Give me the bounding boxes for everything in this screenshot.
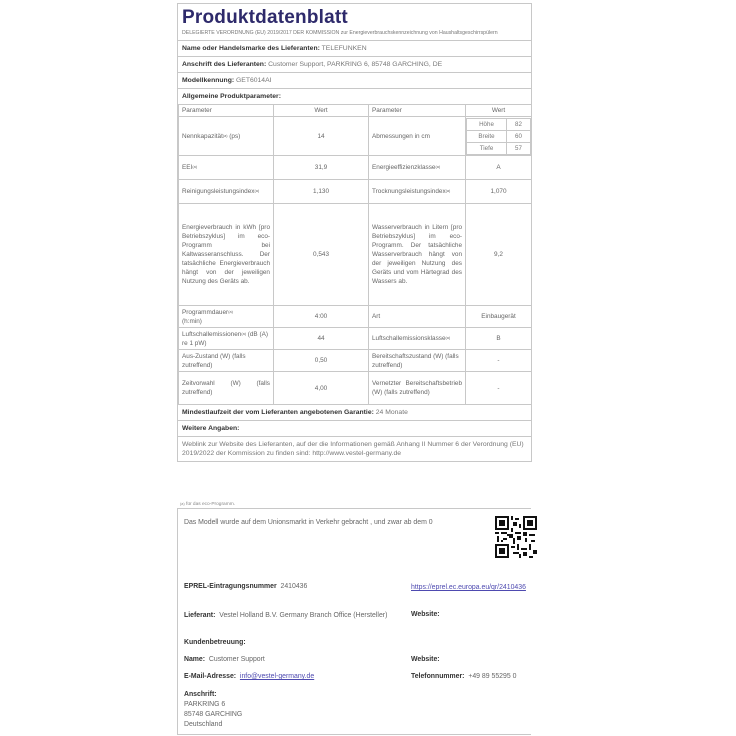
- header-value: Wert: [274, 105, 369, 117]
- email-link[interactable]: info@vestel-germany.de: [239, 673, 315, 680]
- email-row: E-Mail-Adresse: info@vestel-germany.de: [184, 673, 315, 680]
- table-row: Programmdauer$^{(a)}$ (h:min) 4:00 Art Einbaugerät: [179, 306, 532, 328]
- header-parameter-2: Parameter: [369, 105, 466, 117]
- product-data-sheet: [177, 3, 532, 462]
- eprel-number-row: EPREL-Eintragungsnummer 2410436: [184, 583, 308, 590]
- supplier-website-label: Website:: [411, 611, 440, 618]
- parameters-table: [178, 104, 532, 405]
- customer-service-label: Kundenbetreuung:: [184, 639, 246, 646]
- table-row: Reinigungsleistungsindex$^{(a)}$ 1,130 Trocknungsleistungsindex$^{(a)}$ 1,070: [179, 180, 532, 204]
- page-title: Produktdatenblatt: [182, 7, 348, 28]
- warranty-value: 24 Monate: [375, 409, 408, 416]
- market-text: Das Modell wurde auf dem Unionsmarkt in Verkehr gebracht , und zwar ab dem 0: [184, 519, 433, 526]
- more-info-text: Weblink zur Website des Lieferanten, auf der die Informationen gemäß Anhang II Nummer 6 der Verordnung (EU) 2019/2022 der Kommission zu finden sind: http://www.vestel-germany.de: [178, 436, 531, 461]
- supplier-address-value: Customer Support, PARKRING 6, 85748 GARCHING, DE: [268, 61, 443, 68]
- supplier-address-row: [178, 56, 531, 72]
- model-row: [178, 72, 531, 88]
- regulation-subtitle: DELEGIERTE VERORDNUNG (EU) 2019/2017 DER KOMMISSION zur Energieverbrauchskennzeichnung von Haushaltsgeschirrspülern: [182, 30, 498, 36]
- table-row: Zeitvorwahl (W) (falls zutreffend) 4,00 Vernetzter Bereitschaftsbetrieb (W) (falls zutreffend) -: [179, 372, 532, 405]
- supplier-row: Lieferant: Vestel Holland B.V. Germany Branch Office (Hersteller): [184, 612, 388, 619]
- table-row: Energieverbrauch in kWh [pro Betriebszyklus] im eco-Programm bei Kaltwasseranschluss. Der tatsächliche Energieverbrauch hängt von der jeweiligen Nutzung des Geräts ab. 0,543 Wasserverbrauch in Litern [pro Betriebszyklus] im eco-Programm. Der tatsächliche Wasserverbrauch hängt von der jeweiligen Nutzung des Geräts und vom Härtegrad des Wassers ab. 9,2: [179, 204, 532, 306]
- footnote: $^{(a)}$ für das eco-Programm.: [180, 502, 236, 507]
- supplier-name-value: TELEFUNKEN: [321, 45, 367, 52]
- table-row: Aus-Zustand (W) (falls zutreffend) 0,50 Bereitschaftszustand (W) (falls zutreffend) -: [179, 350, 532, 372]
- general-params-label: Allgemeine Produktparameter:: [182, 93, 281, 100]
- table-row: Luftschallemissionen$^{(a)}$ (dB (A) re 1 pW) 44 Luftschallemissionsklasse$^{(a)}$ B: [179, 328, 532, 350]
- supplier-name-label: Name oder Handelsmarke des Lieferanten:: [182, 45, 320, 52]
- more-info-row: [178, 420, 531, 436]
- model-label: Modellkennung:: [182, 77, 235, 84]
- table-row: EEI$^{(a)}$ 31,9 Energieeffizienzklasse$^{(a)}$ A: [179, 156, 532, 180]
- supplier-name-row: [178, 40, 531, 56]
- model-value: GET6014AI: [236, 77, 272, 84]
- contact-name-row: Name: Customer Support: [184, 656, 265, 663]
- dimensions-table: Höhe 82 Breite 60 Tiefe 57: [466, 118, 531, 155]
- qr-code-icon[interactable]: [495, 516, 537, 558]
- general-params-row: [178, 88, 531, 104]
- eprel-section: [177, 508, 531, 735]
- table-row: Nennkapazität$^{(a)}$ (ps) 14 Abmessungen in cm Höhe 82 Breite 60 Tiefe 57: [179, 117, 532, 156]
- eprel-link[interactable]: https://eprel.ec.europa.eu/qr/2410436: [411, 584, 526, 591]
- header-value-2: Wert: [466, 105, 532, 117]
- more-info-label: Weitere Angaben:: [182, 425, 240, 432]
- header-parameter: Parameter: [179, 105, 274, 117]
- supplier-address-label: Anschrift des Lieferanten:: [182, 61, 267, 68]
- table-header-row: [179, 105, 532, 117]
- service-website-label: Website:: [411, 656, 440, 663]
- address-block: Anschrift: PARKRING 6 85748 GARCHING Deutschland: [184, 691, 243, 728]
- warranty-row: [178, 405, 531, 420]
- warranty-label: Mindestlaufzeit der vom Lieferanten angebotenen Garantie:: [182, 409, 374, 416]
- phone-row: Telefonnummer: +49 89 55295 0: [411, 673, 517, 680]
